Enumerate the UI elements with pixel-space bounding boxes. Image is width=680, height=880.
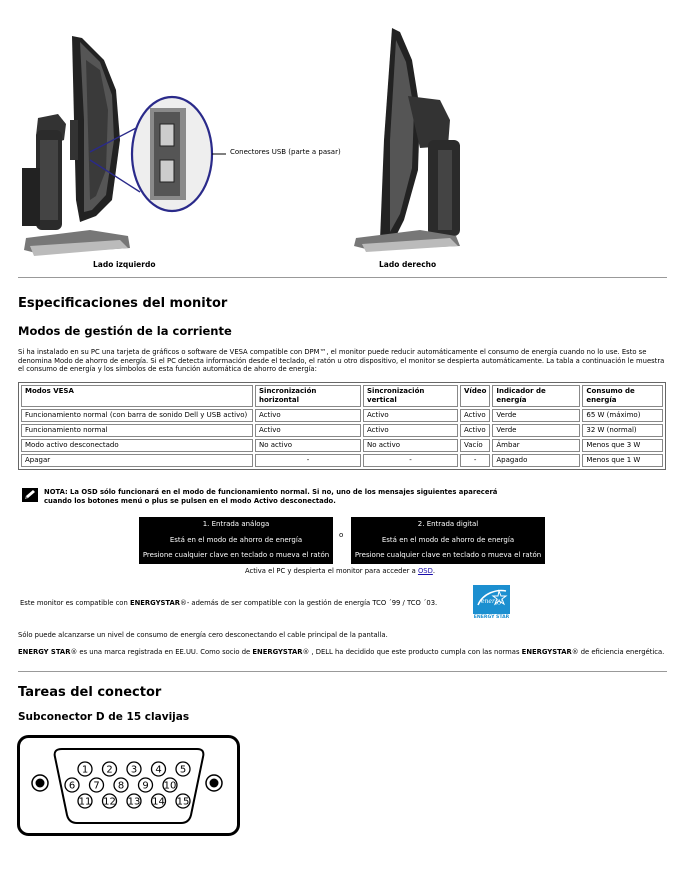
- power-modes-title: Modos de gestión de la corriente: [18, 324, 232, 338]
- header-cell: Indicador de energía: [492, 385, 580, 407]
- table-cell: Menos que 1 W: [582, 454, 663, 467]
- note-pencil-icon: [22, 488, 38, 502]
- tm-bold-3: ENERGYSTAR: [252, 648, 303, 656]
- table-cell: 32 W (normal): [582, 424, 663, 437]
- table-cell: Verde: [492, 409, 580, 422]
- osd-note-text: NOTA: La OSD sólo funcionará en el modo de funcionamiento normal. Si no, uno de los mensajes siguientes aparecerá cuando los botones menú o plus se pulsen en el modo Activo desconectado.: [44, 488, 498, 505]
- dsub-15-pin-diagram: [17, 735, 241, 837]
- table-cell: Apagar: [21, 454, 253, 467]
- pin-label: 12: [103, 796, 116, 808]
- table-cell: Ámbar: [492, 439, 580, 452]
- pin-label: 13: [127, 796, 141, 808]
- pin-label: 8: [117, 780, 125, 792]
- osd-box-title: 2. Entrada digital: [417, 520, 479, 528]
- pin-label: 6: [68, 780, 76, 792]
- header-cell: Sincronización vertical: [363, 385, 458, 407]
- right-side-caption: Lado derecho: [379, 260, 437, 269]
- energy-text-c: ®- además de ser compatible con la gestión de energía TCO ´99 / TCO ´03.: [180, 599, 438, 607]
- table-cell: -: [255, 454, 361, 467]
- table-cell: Activo: [460, 409, 490, 422]
- table-cell: Vacío: [460, 439, 490, 452]
- pin-label: 4: [155, 764, 162, 776]
- osd-box-title: 1. Entrada análoga: [202, 520, 270, 528]
- power-modes-table: [18, 382, 666, 470]
- table-row: [21, 454, 663, 467]
- energy-star-compat-text: [20, 599, 470, 608]
- table-cell: Funcionamiento normal: [21, 424, 253, 437]
- pin-label: 9: [142, 780, 149, 792]
- pin-label: 2: [106, 764, 113, 776]
- tm-text-6: ® de eficiencia energética.: [571, 648, 665, 656]
- osd-link[interactable]: OSD: [417, 567, 433, 575]
- activate-osd-text: [0, 567, 680, 576]
- connector-title: Tareas del conector: [18, 685, 162, 700]
- pin-label: 3: [130, 764, 138, 776]
- header-cell: Modos VESA: [21, 385, 253, 407]
- header-cell: Consumo de energía: [582, 385, 663, 407]
- left-side-monitor-image: [22, 36, 130, 256]
- energy-star-trademark-text: [18, 648, 666, 657]
- pin-label: 15: [176, 796, 190, 808]
- right-side-monitor-image: [354, 28, 460, 252]
- tm-text-4: ® , DELL ha decidido que este producto cumpla con las normas: [302, 648, 522, 656]
- table-cell: 65 W (máximo): [582, 409, 663, 422]
- table-cell: Funcionamiento normal (con barra de sonido Dell y USB activo): [21, 409, 253, 422]
- monitor-side-views: [0, 0, 680, 260]
- table-cell: -: [460, 454, 490, 467]
- tm-text-2: ® es una marca registrada en EE.UU. Como socio de: [70, 648, 253, 656]
- pin-label: 7: [93, 780, 100, 792]
- pin-label: 1: [81, 764, 89, 776]
- left-side-caption: Lado izquierdo: [93, 260, 156, 269]
- table-cell: Activo: [255, 424, 361, 437]
- svg-text:energy: energy: [481, 598, 503, 605]
- tm-bold-5: ENERGYSTAR: [521, 648, 572, 656]
- osd-box-instruction: Presione cualquier clave en teclado o mueva el ratón: [142, 551, 330, 559]
- energy-star-star-icon: [473, 585, 510, 614]
- energystar-bold: ENERGYSTAR: [129, 599, 181, 607]
- usb-connectors-label: Conectores USB (parte a pasar): [230, 148, 341, 156]
- table-cell: Activo: [460, 424, 490, 437]
- pin-label: 14: [152, 796, 165, 808]
- activate-suffix: .: [432, 567, 436, 575]
- table-cell: No activo: [363, 439, 458, 452]
- pin-label: 5: [179, 764, 187, 776]
- activate-text: Activa el PC y despierta el monitor para acceder a: [244, 567, 418, 575]
- power-intro-text: Si ha instalado en su PC una tarjeta de gráficos o software de VESA compatible con DPM™, el monitor puede reducir automáticamente el consumo de energía cuando no lo use. Esto se denomina Modo de ahorro de energía. Si el PC detecta información desde el teclado, el ratón u otro dispositivo, el monitor se despierta automáticamente. La tabla a continuación le muestra el consumo de energía y los símbolos de esta función automática de ahorro de energía:: [18, 348, 665, 374]
- energy-star-logo-label: ENERGY STAR: [473, 615, 510, 620]
- table-header-row: [21, 385, 663, 407]
- osd-message-digital: [351, 517, 545, 564]
- table-cell: Verde: [492, 424, 580, 437]
- table-row: [21, 424, 663, 437]
- energy-star-logo: [473, 585, 510, 622]
- osd-message-analog: [139, 517, 333, 564]
- header-cell: Sincronización horizontal: [255, 385, 361, 407]
- table-cell: Activo: [255, 409, 361, 422]
- table-cell: Activo: [363, 424, 458, 437]
- table-cell: Activo: [363, 409, 458, 422]
- header-cell: Vídeo: [460, 385, 490, 407]
- table-cell: No activo: [255, 439, 361, 452]
- pin-label: 10: [163, 780, 177, 792]
- divider: [18, 671, 667, 672]
- or-label: o: [339, 531, 344, 539]
- energy-text-a: Este monitor es compatible con: [20, 599, 130, 607]
- osd-box-message: Está en el modo de ahorro de energía: [381, 535, 515, 544]
- table-cell: Menos que 3 W: [582, 439, 663, 452]
- tm-bold-1: ENERGY STAR: [18, 648, 71, 656]
- osd-box-message: Está en el modo de ahorro de energía: [169, 535, 303, 544]
- table-row: [21, 409, 663, 422]
- zero-power-text: Sólo puede alcanzarse un nivel de consumo de energía cero desconectando el cable principal de la pantalla.: [18, 631, 388, 639]
- table-row: [21, 439, 663, 452]
- osd-box-instruction: Presione cualquier clave en teclado o mueva el ratón: [354, 551, 542, 559]
- table-cell: -: [363, 454, 458, 467]
- table-cell: Apagado: [492, 454, 580, 467]
- pin-label: 11: [78, 796, 92, 808]
- dsub-subtitle: Subconector D de 15 clavijas: [18, 711, 190, 723]
- section-title: Especificaciones del monitor: [18, 296, 228, 311]
- divider: [18, 277, 667, 278]
- table-cell: Modo activo desconectado: [21, 439, 253, 452]
